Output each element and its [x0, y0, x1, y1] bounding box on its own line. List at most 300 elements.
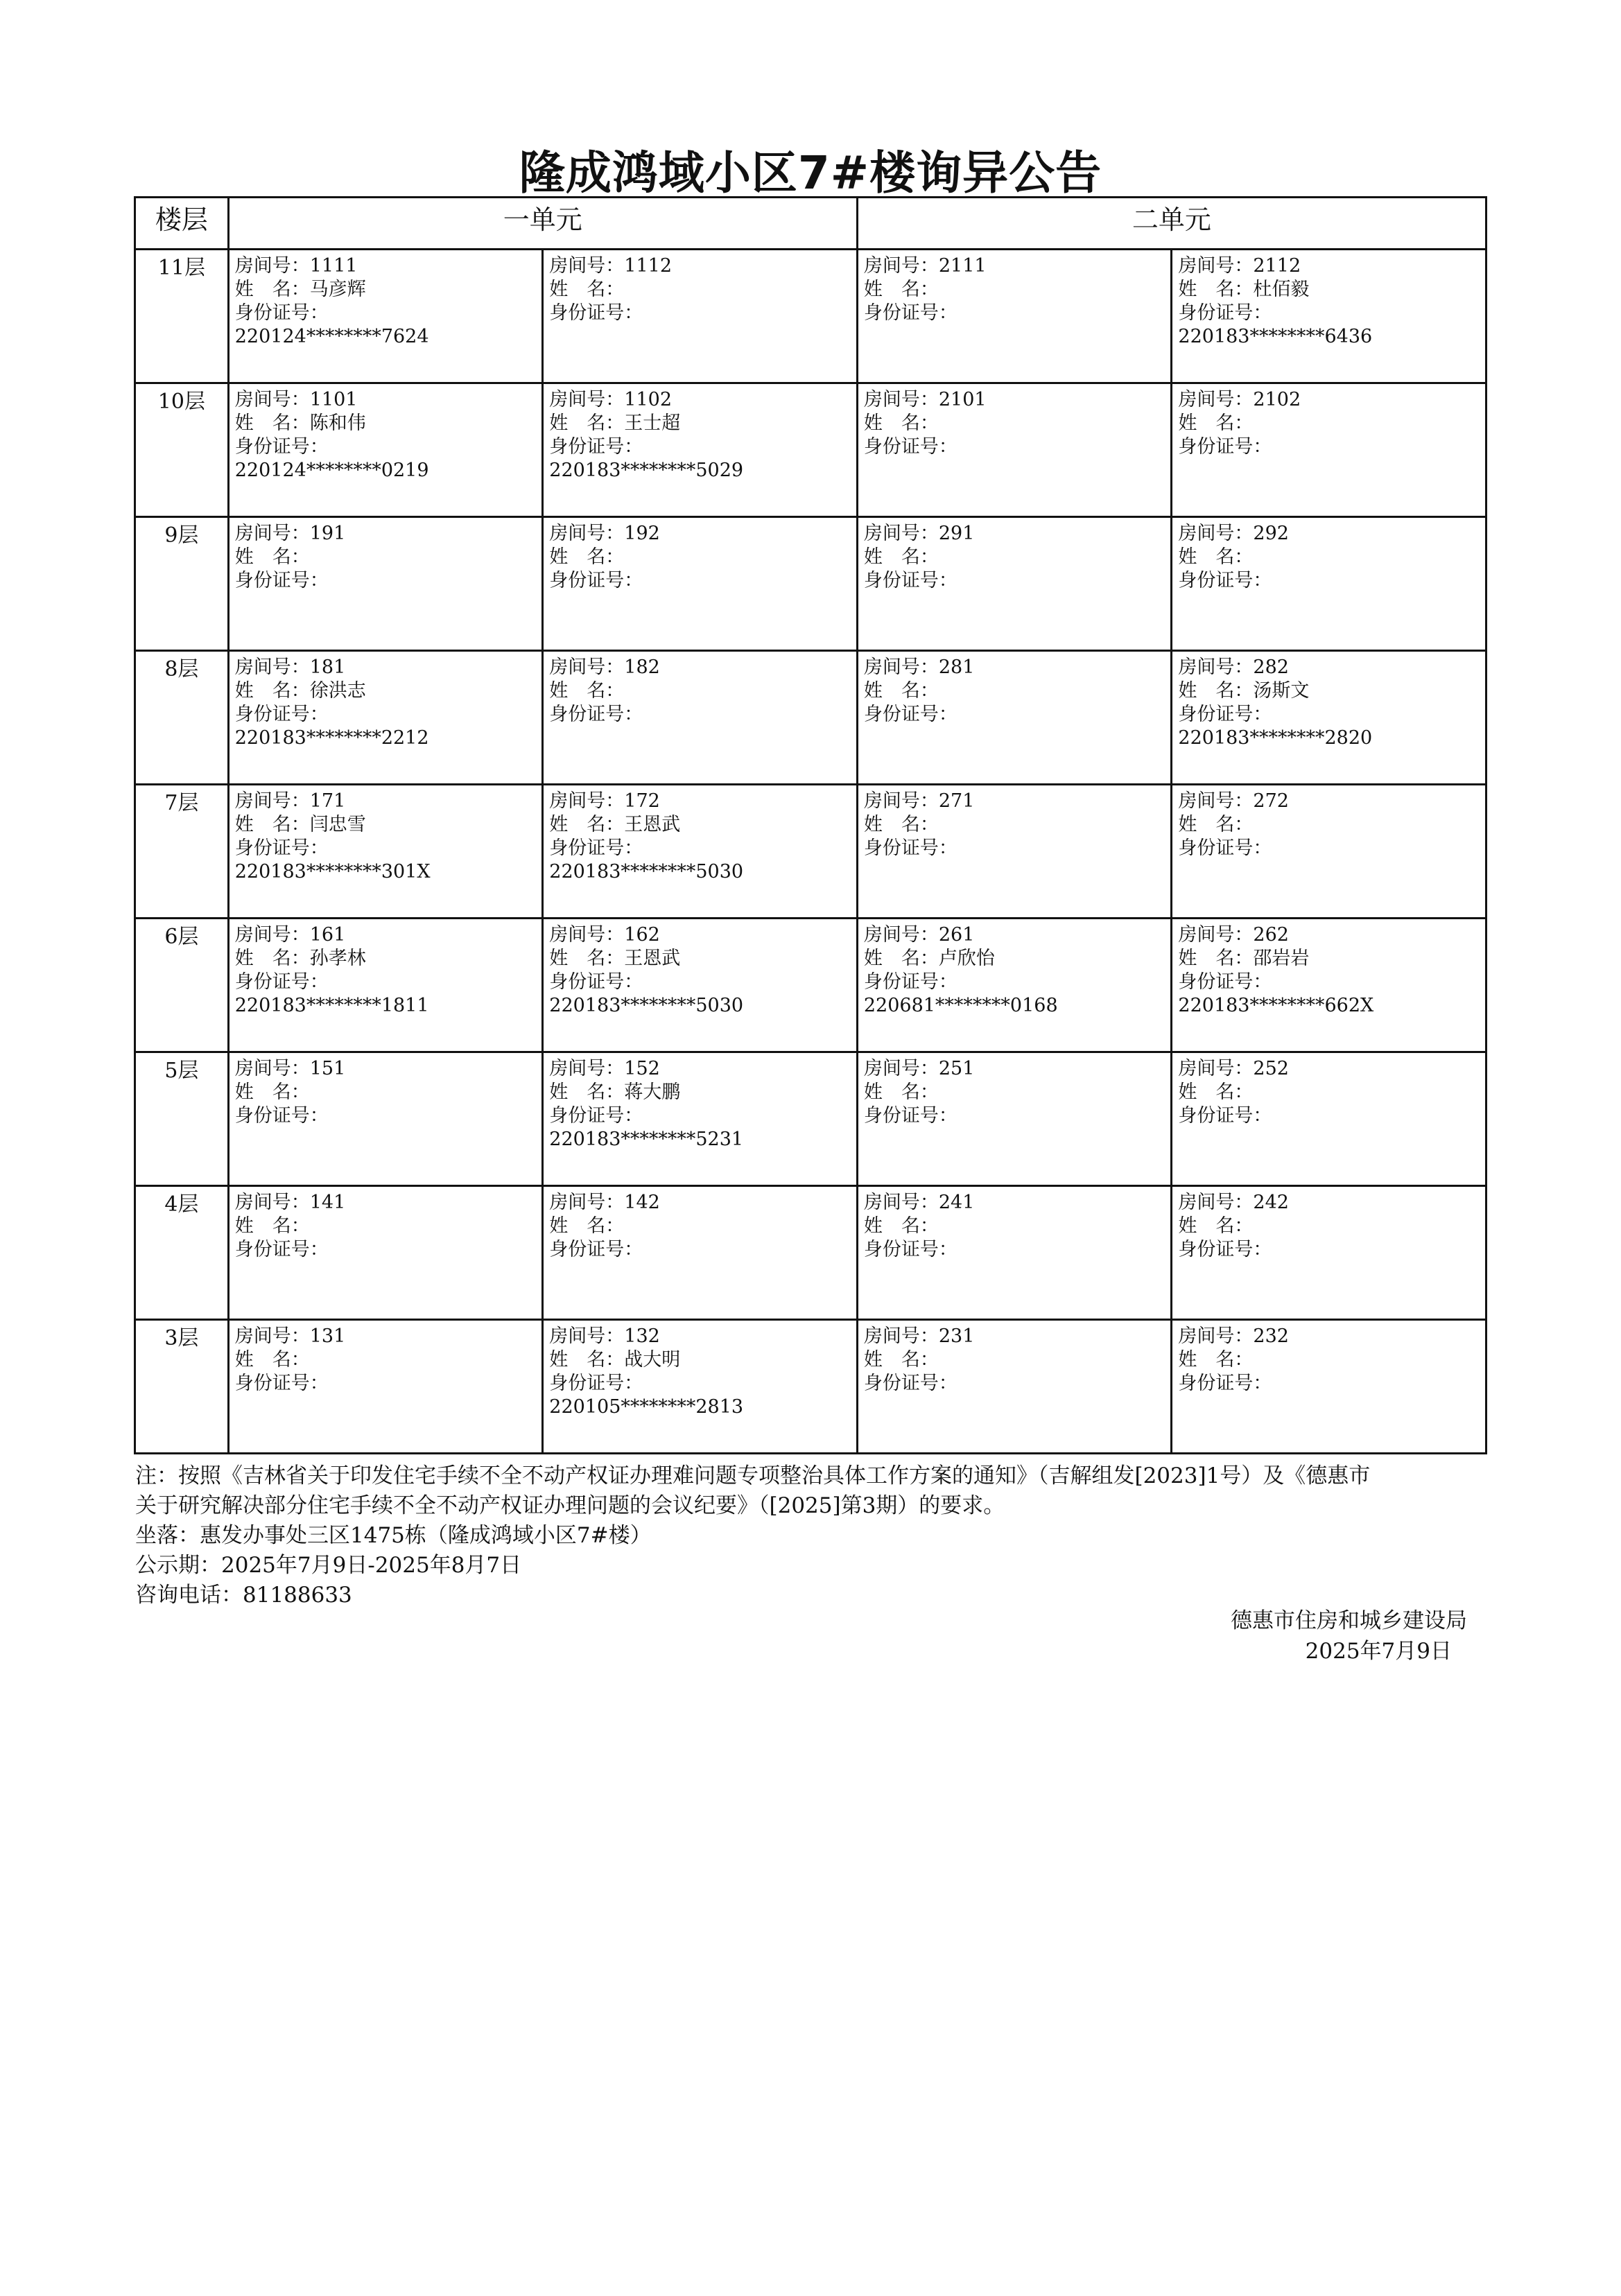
resident-name-value: 王恩武	[624, 948, 681, 969]
room-info	[544, 1053, 856, 1151]
room-info	[544, 384, 856, 482]
room-number-line	[864, 1057, 1165, 1081]
room-number-line	[864, 522, 1165, 546]
id-number-value: 220183********6436	[1178, 326, 1373, 347]
id-number-label: 身份证号：	[1178, 704, 1272, 725]
room-number-label: 房间号：	[549, 389, 625, 410]
resident-name-line	[864, 412, 1165, 435]
room-number-label: 房间号：	[234, 255, 310, 277]
floor-column-header: 楼层	[135, 198, 229, 250]
room-cell	[1172, 517, 1486, 651]
room-info	[858, 250, 1171, 349]
room-cell	[228, 919, 543, 1052]
id-number-label: 身份证号：	[234, 570, 329, 591]
id-number-line	[549, 302, 851, 325]
id-number-line	[864, 837, 1165, 860]
id-number-value	[235, 1128, 537, 1151]
resident-name-value: 王士超	[624, 412, 681, 434]
resident-name-value: 汤斯文	[1253, 680, 1310, 702]
id-number-value: 220183********5030	[549, 995, 744, 1016]
id-number-value	[1178, 593, 1480, 616]
id-number-label: 身份证号：	[549, 302, 643, 324]
id-number-value: 220183********5030	[549, 861, 744, 882]
id-number-value	[864, 1128, 1165, 1151]
room-number-label: 房间号：	[234, 924, 310, 946]
room-number-value: 1112	[624, 255, 673, 277]
room-number-line	[1178, 254, 1480, 278]
room-info	[229, 919, 542, 1018]
id-number-value: 220124********0219	[234, 460, 429, 481]
id-number-value	[1178, 459, 1480, 482]
resident-name-label: 姓 名：	[234, 412, 310, 434]
room-number-value: 271	[938, 790, 975, 812]
resident-name-label: 姓 名：	[863, 948, 939, 969]
id-number-label: 身份证号：	[863, 570, 957, 591]
room-number-value: 1102	[624, 389, 673, 410]
room-info	[229, 1187, 542, 1285]
id-number-label: 身份证号：	[549, 1239, 643, 1260]
resident-name-line	[549, 679, 851, 703]
resident-name-label: 姓 名：	[549, 680, 625, 702]
id-number-label: 身份证号：	[549, 704, 643, 725]
room-cell	[1172, 651, 1486, 785]
id-number-line	[864, 1104, 1165, 1128]
resident-name-label: 姓 名：	[234, 948, 310, 969]
id-number-line	[864, 569, 1165, 593]
room-number-value: 172	[624, 790, 660, 812]
id-number-value	[864, 727, 1165, 750]
room-number-line	[1178, 923, 1480, 947]
resident-name-label: 姓 名：	[1178, 948, 1254, 969]
id-number-line	[1178, 1104, 1480, 1128]
room-cell	[1172, 1186, 1486, 1320]
id-number-label: 身份证号：	[549, 570, 643, 591]
room-number-label: 房间号：	[863, 1325, 939, 1347]
id-number-label: 身份证号：	[1178, 971, 1272, 993]
resident-name-value: 邵岩岩	[1253, 948, 1310, 969]
floor-label: 10层	[135, 383, 229, 517]
id-number-line	[235, 302, 537, 325]
id-number-line	[1178, 435, 1480, 459]
room-number-label: 房间号：	[1178, 1058, 1254, 1079]
room-number-value: 291	[938, 523, 975, 544]
id-number-label: 身份证号：	[234, 704, 329, 725]
room-cell	[543, 383, 858, 517]
resident-name-line	[864, 679, 1165, 703]
resident-name-line	[1178, 1215, 1480, 1238]
resident-name-line	[235, 546, 537, 569]
resident-name-label: 姓 名：	[549, 1349, 625, 1371]
id-number-label: 身份证号：	[234, 837, 329, 859]
resident-name-label: 姓 名：	[1178, 412, 1254, 434]
room-info	[858, 1187, 1171, 1285]
room-info	[544, 250, 856, 349]
id-number-value	[235, 593, 537, 616]
room-number-label: 房间号：	[863, 1058, 939, 1079]
room-number-line	[864, 1325, 1165, 1348]
id-number-line	[864, 971, 1165, 994]
room-number-value: 272	[1253, 790, 1289, 812]
room-number-value: 132	[624, 1325, 660, 1347]
location-line: 坐落：惠发办事处三区1475栋（隆成鸿域小区7#楼）	[135, 1523, 652, 1548]
resident-name-label: 姓 名：	[234, 1349, 310, 1371]
room-number-label: 房间号：	[1178, 924, 1254, 946]
room-cell	[857, 919, 1172, 1052]
issuing-org: 德惠市住房和城乡建设局	[1231, 1608, 1467, 1633]
resident-name-line	[235, 1348, 537, 1372]
id-number-line	[549, 569, 851, 593]
id-number-label: 身份证号：	[234, 1373, 329, 1394]
resident-name-label: 姓 名：	[863, 1081, 939, 1103]
id-number-value	[549, 727, 851, 750]
room-number-label: 房间号：	[863, 255, 939, 277]
room-number-label: 房间号：	[549, 1058, 625, 1079]
table-row	[135, 250, 1486, 383]
room-number-label: 房间号：	[234, 389, 310, 410]
room-number-line	[549, 1057, 851, 1081]
id-number-value: 220105********2813	[549, 1396, 744, 1418]
id-number-line	[235, 837, 537, 860]
id-number-line	[1178, 703, 1480, 727]
room-number-value: 252	[1253, 1058, 1289, 1079]
resident-name-value: 闫忠雪	[309, 814, 366, 835]
room-number-value: 151	[309, 1058, 346, 1079]
resident-name-line	[1178, 546, 1480, 569]
resident-name-label: 姓 名：	[1178, 546, 1254, 568]
room-number-line	[549, 522, 851, 546]
room-info	[229, 250, 542, 349]
resident-name-line	[1178, 412, 1480, 435]
resident-name-value: 卢欣怡	[938, 948, 995, 969]
phone-line: 咨询电话：81188633	[135, 1583, 352, 1608]
room-cell	[228, 383, 543, 517]
id-number-label: 身份证号：	[863, 971, 957, 993]
resident-name-label: 姓 名：	[863, 546, 939, 568]
note-line-2: 关于研究解决部分住宅手续不全不动产权证办理问题的会议纪要》（[2025]第3期）的要求。	[135, 1493, 1005, 1518]
id-number-line	[235, 1104, 537, 1128]
id-number-value	[235, 1395, 537, 1419]
room-cell	[543, 919, 858, 1052]
id-number-label: 身份证号：	[1178, 1373, 1272, 1394]
id-number-value: 220124********7624	[234, 326, 429, 347]
room-number-line	[864, 254, 1165, 278]
resident-name-line	[1178, 679, 1480, 703]
id-number-label: 身份证号：	[549, 837, 643, 859]
room-info	[544, 1187, 856, 1285]
table-row	[135, 517, 1486, 651]
resident-name-value: 孙孝林	[309, 948, 366, 969]
room-number-line	[1178, 1325, 1480, 1348]
id-number-label: 身份证号：	[234, 436, 329, 458]
room-number-label: 房间号：	[549, 656, 625, 678]
room-cell	[543, 517, 858, 651]
room-info	[858, 1321, 1171, 1419]
room-number-value: 181	[309, 656, 346, 678]
room-number-value: 131	[309, 1325, 346, 1347]
room-info	[544, 518, 856, 616]
resident-name-label: 姓 名：	[234, 1215, 310, 1237]
resident-name-label: 姓 名：	[234, 1081, 310, 1103]
room-number-line	[1178, 522, 1480, 546]
id-number-line	[549, 971, 851, 994]
id-number-line	[549, 1238, 851, 1262]
resident-name-label: 姓 名：	[234, 814, 310, 835]
resident-name-line	[235, 813, 537, 837]
id-number-label: 身份证号：	[234, 302, 329, 324]
room-cell	[857, 383, 1172, 517]
room-number-label: 房间号：	[863, 1192, 939, 1213]
resident-name-line	[1178, 1081, 1480, 1104]
id-number-line	[864, 302, 1165, 325]
id-number-value: 220183********2212	[234, 727, 429, 749]
id-number-label: 身份证号：	[1178, 1239, 1272, 1260]
room-number-line	[864, 656, 1165, 679]
id-number-line	[235, 435, 537, 459]
room-cell	[857, 250, 1172, 383]
resident-name-label: 姓 名：	[549, 814, 625, 835]
id-number-line	[864, 1238, 1165, 1262]
resident-name-value: 战大明	[624, 1349, 681, 1371]
id-number-value: 220183********301X	[234, 861, 431, 882]
table-row	[135, 651, 1486, 785]
resident-name-line	[1178, 947, 1480, 971]
resident-name-label: 姓 名：	[863, 680, 939, 702]
resident-name-line	[1178, 278, 1480, 302]
room-info	[544, 919, 856, 1018]
room-cell	[543, 1186, 858, 1320]
notes-section	[135, 1461, 1494, 1610]
room-info	[229, 1053, 542, 1151]
id-number-label: 身份证号：	[234, 1239, 329, 1260]
id-number-label: 身份证号：	[863, 837, 957, 859]
room-number-label: 房间号：	[234, 790, 310, 812]
room-number-value: 251	[938, 1058, 975, 1079]
room-cell	[857, 651, 1172, 785]
room-number-label: 房间号：	[863, 656, 939, 678]
room-number-line	[549, 1191, 851, 1215]
id-number-value	[864, 593, 1165, 616]
unit1-column-header: 一单元	[228, 198, 857, 250]
id-number-value	[1178, 1262, 1480, 1285]
resident-name-value: 徐洪志	[309, 680, 366, 702]
id-number-value	[864, 860, 1165, 884]
room-number-label: 房间号：	[1178, 523, 1254, 544]
resident-name-label: 姓 名：	[549, 948, 625, 969]
id-number-value: 220183********2820	[1178, 727, 1373, 749]
issue-date: 2025年7月9日	[1305, 1639, 1452, 1664]
room-number-line	[864, 388, 1165, 412]
id-number-line	[549, 1104, 851, 1128]
room-number-line	[549, 790, 851, 813]
room-number-value: 2102	[1253, 389, 1301, 410]
id-number-label: 身份证号：	[234, 971, 329, 993]
id-number-label: 身份证号：	[549, 1105, 643, 1127]
table-header-row	[135, 198, 1486, 250]
room-info	[858, 384, 1171, 482]
room-number-line	[864, 923, 1165, 947]
floor-label: 7层	[135, 785, 229, 919]
room-info	[544, 785, 856, 884]
resident-name-label: 姓 名：	[1178, 279, 1254, 300]
room-number-value: 231	[938, 1325, 975, 1347]
room-number-value: 171	[309, 790, 346, 812]
resident-name-label: 姓 名：	[1178, 1081, 1254, 1103]
resident-name-label: 姓 名：	[549, 1215, 625, 1237]
room-cell	[543, 1320, 858, 1454]
resident-name-label: 姓 名：	[1178, 1349, 1254, 1371]
id-number-value: 220681********0168	[863, 995, 1058, 1016]
id-number-line	[235, 1372, 537, 1395]
table-row	[135, 785, 1486, 919]
room-number-line	[549, 254, 851, 278]
room-number-line	[549, 1325, 851, 1348]
room-cell	[1172, 919, 1486, 1052]
resident-name-line	[864, 1081, 1165, 1104]
room-cell	[228, 250, 543, 383]
room-number-line	[1178, 656, 1480, 679]
room-number-label: 房间号：	[549, 255, 625, 277]
id-number-value: 220183********5231	[549, 1129, 744, 1150]
resident-name-line	[549, 813, 851, 837]
resident-name-line	[549, 546, 851, 569]
resident-name-line	[235, 1081, 537, 1104]
id-number-label: 身份证号：	[549, 971, 643, 993]
id-number-line	[235, 569, 537, 593]
resident-name-label: 姓 名：	[863, 279, 939, 300]
room-cell	[857, 785, 1172, 919]
room-number-line	[1178, 790, 1480, 813]
id-number-label: 身份证号：	[863, 1105, 957, 1127]
room-number-label: 房间号：	[549, 523, 625, 544]
room-info	[858, 518, 1171, 616]
resident-name-label: 姓 名：	[234, 546, 310, 568]
id-number-value	[864, 1262, 1165, 1285]
id-number-label: 身份证号：	[863, 302, 957, 324]
floor-label: 4层	[135, 1186, 229, 1320]
room-info	[858, 919, 1171, 1018]
room-number-value: 282	[1253, 656, 1289, 678]
room-number-value: 241	[938, 1192, 975, 1213]
room-cell	[543, 1052, 858, 1186]
resident-name-line	[864, 278, 1165, 302]
resident-name-line	[864, 813, 1165, 837]
resident-name-label: 姓 名：	[549, 279, 625, 300]
room-number-value: 232	[1253, 1325, 1289, 1347]
table-row	[135, 1320, 1486, 1454]
resident-name-line	[549, 947, 851, 971]
room-number-value: 262	[1253, 924, 1289, 946]
resident-name-label: 姓 名：	[234, 279, 310, 300]
resident-name-label: 姓 名：	[549, 412, 625, 434]
id-number-label: 身份证号：	[863, 704, 957, 725]
id-number-label: 身份证号：	[1178, 1105, 1272, 1127]
unit2-column-header: 二单元	[857, 198, 1486, 250]
room-number-value: 281	[938, 656, 975, 678]
floor-label: 6层	[135, 919, 229, 1052]
room-cell	[228, 1052, 543, 1186]
resident-name-label: 姓 名：	[549, 1081, 625, 1103]
room-cell	[228, 517, 543, 651]
room-cell	[857, 1320, 1172, 1454]
room-info	[1172, 1321, 1485, 1419]
id-number-line	[549, 837, 851, 860]
id-number-value	[1178, 1128, 1480, 1151]
resident-name-label: 姓 名：	[1178, 1215, 1254, 1237]
room-number-line	[1178, 388, 1480, 412]
room-info	[229, 384, 542, 482]
room-number-value: 161	[309, 924, 346, 946]
resident-name-line	[235, 947, 537, 971]
id-number-line	[864, 435, 1165, 459]
room-number-value: 141	[309, 1192, 346, 1213]
id-number-line	[1178, 569, 1480, 593]
room-info	[544, 1321, 856, 1419]
id-number-line	[235, 703, 537, 727]
id-number-line	[1178, 1238, 1480, 1262]
room-cell	[543, 785, 858, 919]
room-info	[544, 652, 856, 750]
room-number-value: 152	[624, 1058, 660, 1079]
id-number-line	[549, 1372, 851, 1395]
room-number-line	[235, 254, 537, 278]
resident-name-line	[1178, 813, 1480, 837]
room-number-label: 房间号：	[1178, 656, 1254, 678]
id-number-label: 身份证号：	[863, 436, 957, 458]
resident-name-label: 姓 名：	[1178, 680, 1254, 702]
room-number-line	[1178, 1191, 1480, 1215]
id-number-label: 身份证号：	[1178, 837, 1272, 859]
id-number-label: 身份证号：	[863, 1373, 957, 1394]
resident-name-value: 杜佰毅	[1253, 279, 1310, 300]
resident-name-label: 姓 名：	[863, 814, 939, 835]
id-number-line	[1178, 1372, 1480, 1395]
table-row	[135, 1052, 1486, 1186]
id-number-value	[1178, 860, 1480, 884]
floor-label: 3层	[135, 1320, 229, 1454]
id-number-line	[1178, 971, 1480, 994]
resident-name-label: 姓 名：	[1178, 814, 1254, 835]
room-number-value: 2101	[938, 389, 987, 410]
room-number-value: 1101	[309, 389, 358, 410]
room-cell	[857, 1186, 1172, 1320]
room-info	[1172, 250, 1485, 349]
room-number-value: 2112	[1253, 255, 1301, 277]
room-number-label: 房间号：	[863, 523, 939, 544]
room-cell	[1172, 250, 1486, 383]
id-number-value	[549, 1262, 851, 1285]
room-number-line	[549, 388, 851, 412]
room-number-label: 房间号：	[1178, 1192, 1254, 1213]
room-info	[1172, 785, 1485, 884]
room-number-value: 162	[624, 924, 660, 946]
resident-name-value: 陈和伟	[309, 412, 366, 434]
room-number-label: 房间号：	[1178, 255, 1254, 277]
resident-name-line	[235, 412, 537, 435]
room-number-value: 191	[309, 523, 346, 544]
id-number-label: 身份证号：	[1178, 436, 1272, 458]
id-number-line	[1178, 837, 1480, 860]
id-number-label: 身份证号：	[234, 1105, 329, 1127]
note-line-1: 注：按照《吉林省关于印发住宅手续不全不动产权证办理难问题专项整治具体工作方案的通知》（吉解组发[2023]1号）及《德惠市	[135, 1463, 1371, 1488]
room-number-value: 142	[624, 1192, 660, 1213]
room-number-label: 房间号：	[549, 790, 625, 812]
room-info	[229, 652, 542, 750]
room-number-label: 房间号：	[234, 1325, 310, 1347]
room-info	[858, 652, 1171, 750]
id-number-line	[549, 435, 851, 459]
id-number-label: 身份证号：	[863, 1239, 957, 1260]
room-number-label: 房间号：	[549, 924, 625, 946]
